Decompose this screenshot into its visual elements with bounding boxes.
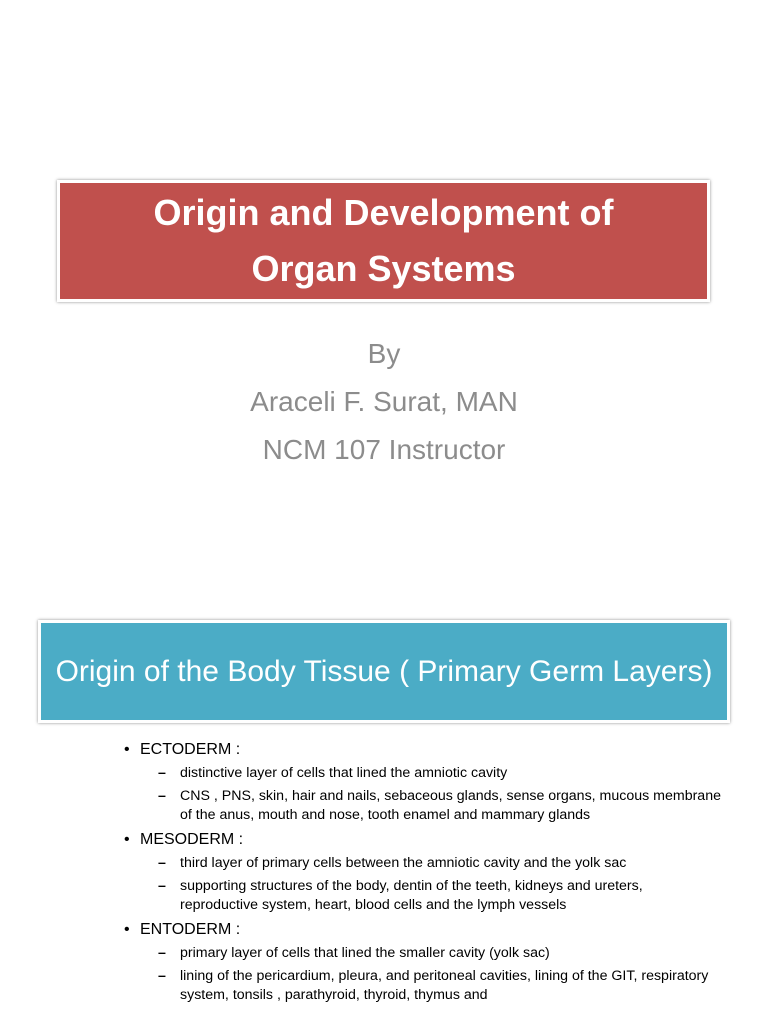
list-item: – primary layer of cells that lined the smaller cavity (yolk sac) bbox=[158, 944, 724, 963]
subtitle-block bbox=[0, 330, 768, 474]
slide-title: Origin and Development of Organ Systems bbox=[153, 192, 614, 289]
slide-heading: Origin of the Body Tissue ( Primary Germ Layers) bbox=[55, 654, 713, 688]
list-item: – lining of the pericardium, pleura, and peritoneal cavities, lining of the GIT, respiratory system, tonsils , parathyroid, thyroid, thymus and bbox=[158, 967, 724, 1005]
germ-layer-list bbox=[124, 735, 724, 1005]
title-banner bbox=[57, 180, 710, 302]
list-item: – third layer of primary cells between the amniotic cavity and the yolk sac bbox=[158, 854, 724, 873]
subtitle-author: Araceli F. Surat, MAN bbox=[250, 386, 518, 417]
list-item: – CNS , PNS, skin, hair and nails, sebaceous glands, sense organs, mucous membrane of the anus, mouth and nose, tooth enamel and mammary glands bbox=[158, 787, 724, 825]
section-entoderm: • ENTODERM : bbox=[124, 919, 724, 940]
section-ectoderm: • ECTODERM : bbox=[124, 739, 724, 760]
content-slide bbox=[0, 585, 768, 1024]
subtitle-by: By bbox=[367, 338, 401, 369]
list-item: – distinctive layer of cells that lined the amniotic cavity bbox=[158, 764, 724, 783]
list-item: – supporting structures of the body, dentin of the teeth, kidneys and ureters, reproductive system, heart, blood cells and the lymph vessels bbox=[158, 877, 724, 915]
subtitle-role: NCM 107 Instructor bbox=[262, 434, 506, 465]
heading-banner bbox=[38, 620, 730, 723]
section-mesoderm: • MESODERM : bbox=[124, 829, 724, 850]
